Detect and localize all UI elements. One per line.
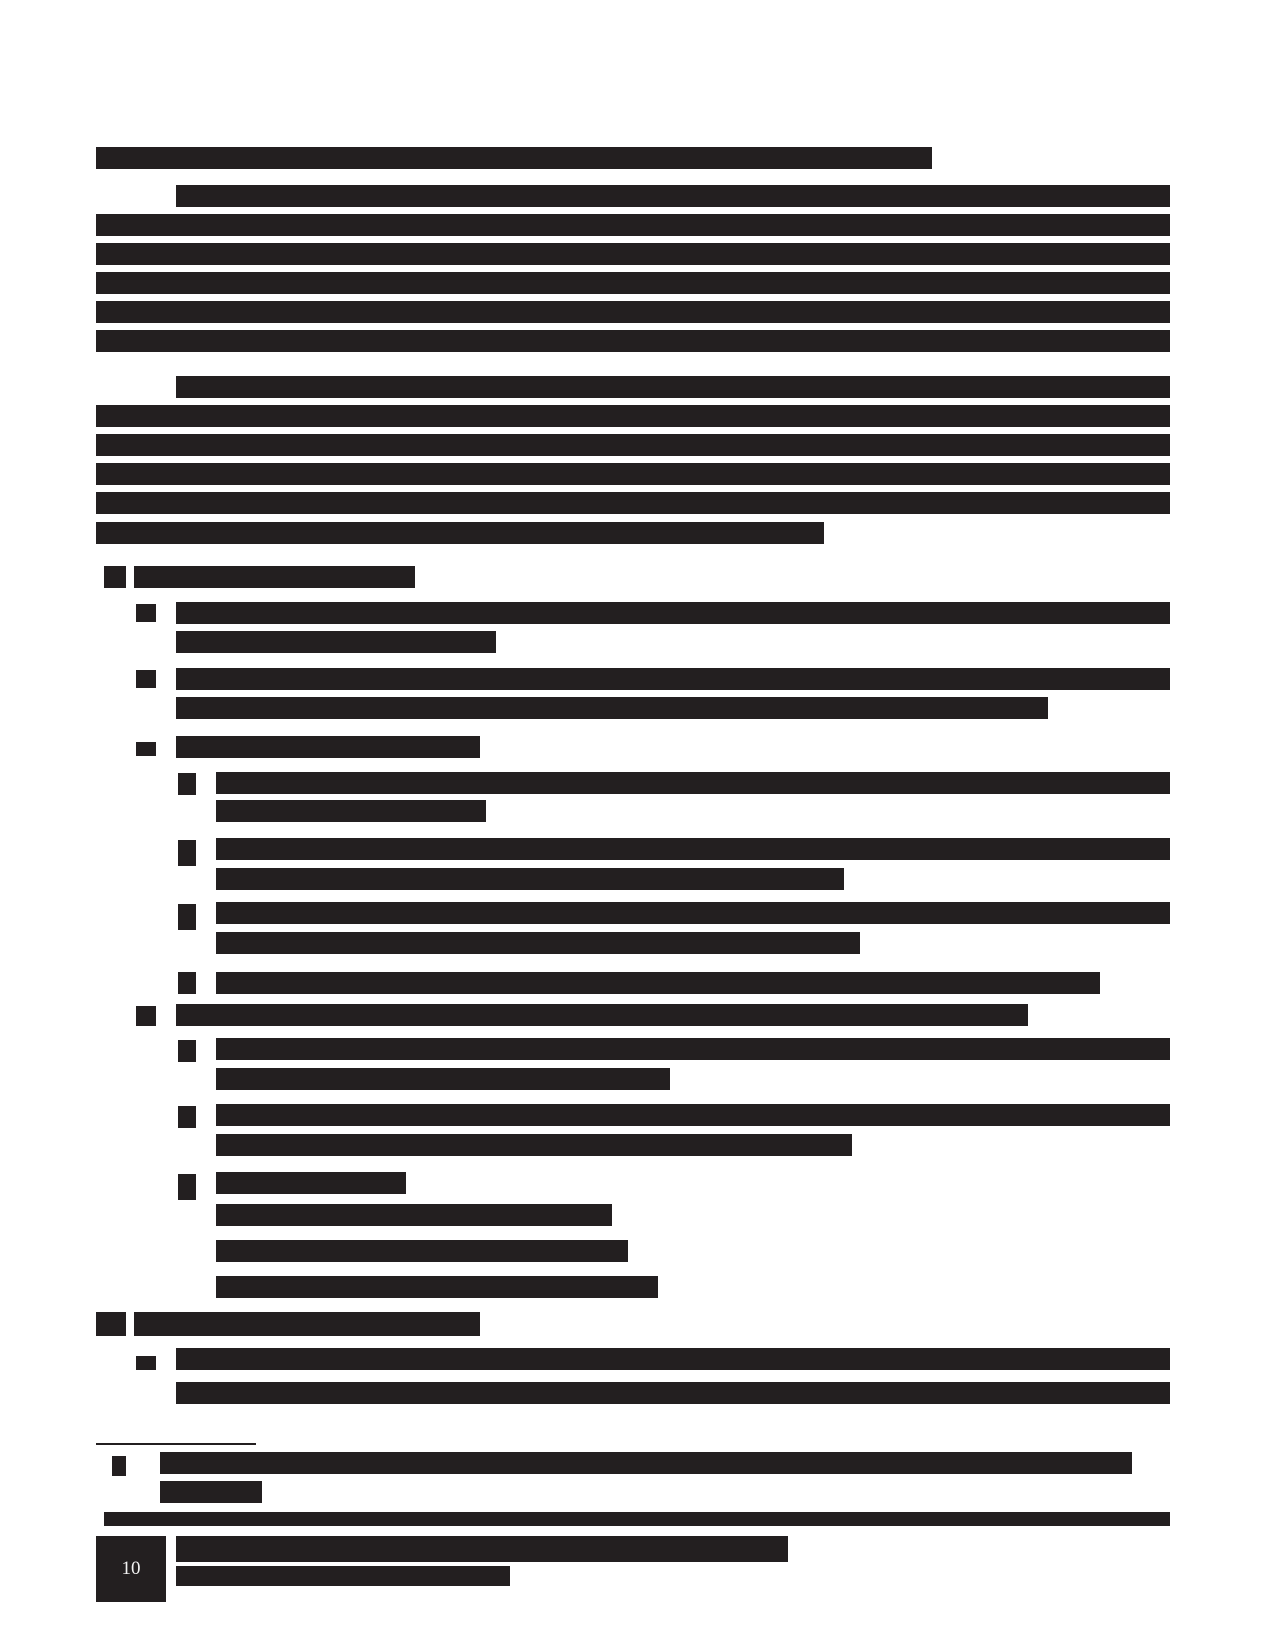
subitem-c-iii-line-2 [216,932,860,954]
item-label-d [136,1006,156,1026]
subitem-d-iii-line-1 [216,1204,612,1226]
redacted-text-line [96,214,1170,236]
subitem-label-d-iii [178,1174,196,1200]
redacted-text-line [96,492,1170,514]
redacted-text-line [96,243,1170,265]
footnote-line-2 [160,1481,262,1503]
item-label-a [136,604,156,622]
section-label-i [104,566,126,588]
subitem-d-iii-title [216,1172,406,1194]
subitem-c-iv-line-1 [216,972,1100,994]
footnote-line-1 [160,1452,1132,1474]
subitem-d-iii-line-2 [216,1240,628,1262]
item-c-title [176,736,480,758]
redacted-text-line [96,434,1170,456]
page-number: 10 [121,1558,141,1579]
subitem-label-c-iii [178,904,196,930]
redacted-text-line [96,301,1170,323]
redacted-text-line [96,272,1170,294]
subitem-d-ii-line-2 [216,1134,852,1156]
item-a-line-1 [176,602,1170,624]
subitem-label-c-iv [178,972,196,994]
subitem-label-c-i [178,773,196,795]
redacted-text-line [96,522,824,544]
redacted-text-line [96,405,1170,427]
footer-running-line-1 [176,1536,788,1562]
footnote-marker [112,1456,126,1476]
subitem-d-i-line-1 [216,1038,1170,1060]
subitem-d-ii-line-1 [216,1104,1170,1126]
section-title-j [134,1312,480,1336]
redacted-text-line [96,330,1170,352]
subitem-label-d-i [178,1040,196,1062]
section-label-j [96,1312,126,1336]
item-label-c [136,742,156,756]
item-a-line-2 [176,631,496,653]
subitem-c-ii-line-1 [216,838,1170,860]
section-title-i [134,566,415,588]
item-b-line-1 [176,668,1170,690]
subitem-label-d-ii [178,1106,196,1128]
footer-running-line-2 [176,1566,510,1586]
subitem-d-i-line-2 [216,1068,670,1090]
redacted-intro-line [96,147,932,169]
item-b-line-2 [176,697,1048,719]
footnote-separator [96,1443,256,1445]
footer-rule [104,1512,1170,1526]
redacted-text-line [176,376,1170,398]
subitem-label-c-ii [178,840,196,866]
redacted-text-line [176,185,1170,207]
redacted-text-line [96,463,1170,485]
item-label-b [136,670,156,688]
subitem-c-iii-line-1 [216,902,1170,924]
item-j-a-line-1 [176,1348,1170,1370]
subitem-d-iii-line-3 [216,1276,658,1298]
subitem-c-ii-line-2 [216,868,844,890]
item-d-title [176,1004,1028,1026]
subitem-c-i-line-2 [216,800,486,822]
item-label-j-a [136,1356,156,1370]
item-j-a-line-2 [176,1382,1170,1404]
subitem-c-i-line-1 [216,772,1170,794]
